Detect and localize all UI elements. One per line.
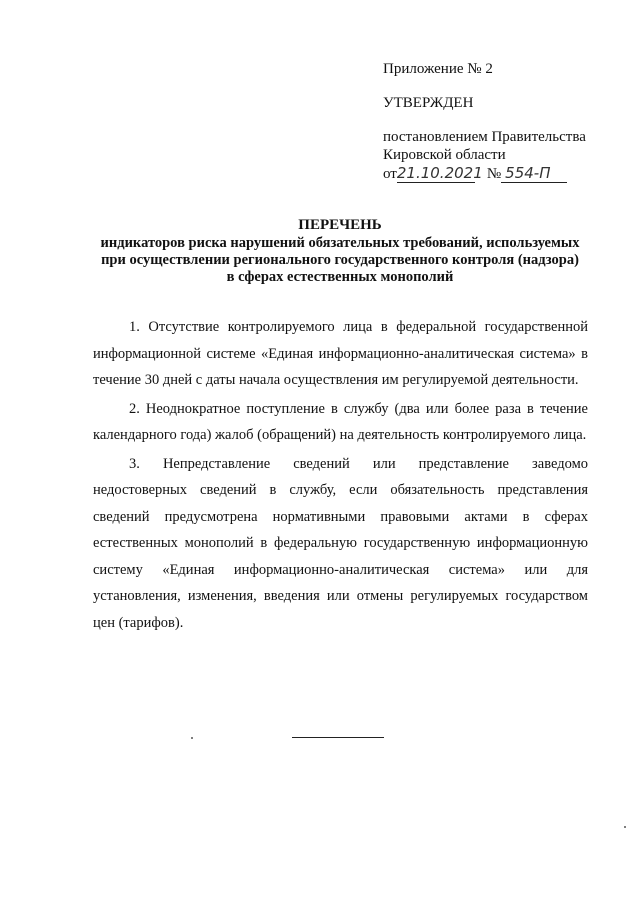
title-line-1: индикаторов риска нарушений обязательных требований, используемых [100,235,580,251]
approval-block [383,60,623,183]
approved-by-line2: Кировской области [383,147,506,163]
decree-date-number [383,164,623,183]
title-line-3: в сферах естественных монополий [226,269,454,285]
document-title [80,217,600,286]
end-divider [292,737,384,738]
title-line-2: при осуществлении регионального государственного контроля (надзора) [101,252,579,268]
from-prefix: от [383,166,397,182]
indicator-list [93,314,588,636]
list-item: 2. Неоднократное поступление в службу (два или более раза в течение календарного года) жалоб (обращений) на деятельность контролируемого лица. [93,400,588,443]
scan-speck [191,737,193,739]
list-item: 3. Непредставление сведений или представление заведомо недостоверных сведений в службу, если обязательность представления сведений предусмотрена нормативными правовыми актами в сферах естественных монополий в федеральную государственную информационную систему «Единая информационно-аналитическая система» или для установления, изменения, введения или отмены регулируемых государством цен (тарифов). [93,455,588,631]
approved-label: УТВЕРЖДЕН [383,95,474,111]
handwritten-date: 21.10.2021 [396,164,483,182]
title-main: ПЕРЕЧЕНЬ [298,217,382,233]
handwritten-number: 554-П [501,164,567,183]
annex-label: Приложение № 2 [383,61,493,77]
scan-speck [624,826,626,828]
list-item: 1. Отсутствие контролируемого лица в федеральной государственной информационной системе «Единая информационно-аналитическая система» в течение 30 дней с даты начала осуществления им регулируемой деятельности. [93,319,588,388]
number-sign: № [486,166,502,182]
approved-by-line1: постановлением Правительства [383,129,586,145]
